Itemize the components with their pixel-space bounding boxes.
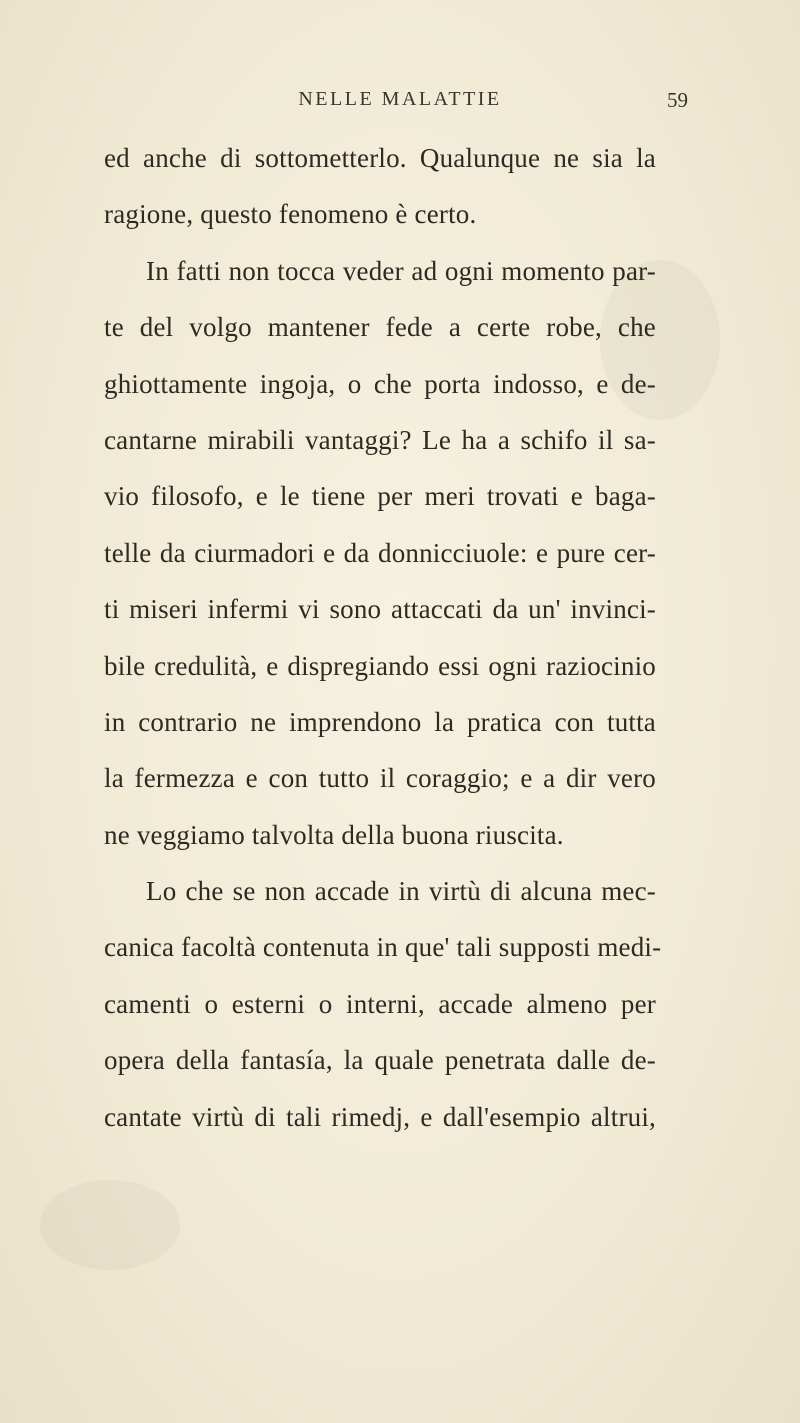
text-line: ne veggiamo talvolta della buona riuscita.: [104, 819, 564, 850]
running-head: [0, 88, 800, 118]
paper-stain: [40, 1180, 180, 1270]
text-line: la fermezza e con tutto il coraggio; e a dir vero: [104, 763, 656, 794]
page-number: 59: [667, 88, 688, 112]
text-line: ti miseri infermi vi sono attaccati da un' invinci-: [104, 594, 656, 625]
text-line: vio filosofo, e le tiene per meri trovati e baga-: [104, 481, 656, 512]
text-line: telle da ciurmadori e da donnicciuole: e pure cer-: [104, 537, 656, 568]
text-line: cantarne mirabili vantaggi? Le ha a schifo il sa-: [104, 424, 656, 455]
text-line: bile credulità, e dispregiando essi ogni raziocinio: [104, 650, 656, 681]
text-line: ghiottamente ingoja, o che porta indosso, e de-: [104, 368, 656, 399]
text-line: ragione, questo fenomeno è certo.: [104, 199, 477, 230]
text-line: In fatti non tocca veder ad ogni momento par-: [146, 255, 656, 286]
text-line: in contrario ne imprendono la pratica con tutta: [104, 706, 656, 737]
text-line: opera della fantasía, la quale penetrata dalle de-: [104, 1045, 656, 1076]
text-line: te del volgo mantener fede a certe robe, che: [104, 312, 656, 343]
text-line: camenti o esterni o interni, accade almeno per: [104, 988, 656, 1019]
text-line: ed anche di sottometterlo. Qualunque ne sia la: [104, 143, 656, 173]
text-line: canica facoltà contenuta in que' tali supposti medi-: [104, 932, 662, 963]
text-line: Lo che se non accade in virtù di alcuna mec-: [146, 876, 656, 907]
text-body: [104, 130, 662, 1145]
text-line: cantate virtù di tali rimedj, e dall'esempio altrui,: [104, 1101, 656, 1132]
running-head-title: NELLE MALATTIE: [298, 88, 502, 110]
